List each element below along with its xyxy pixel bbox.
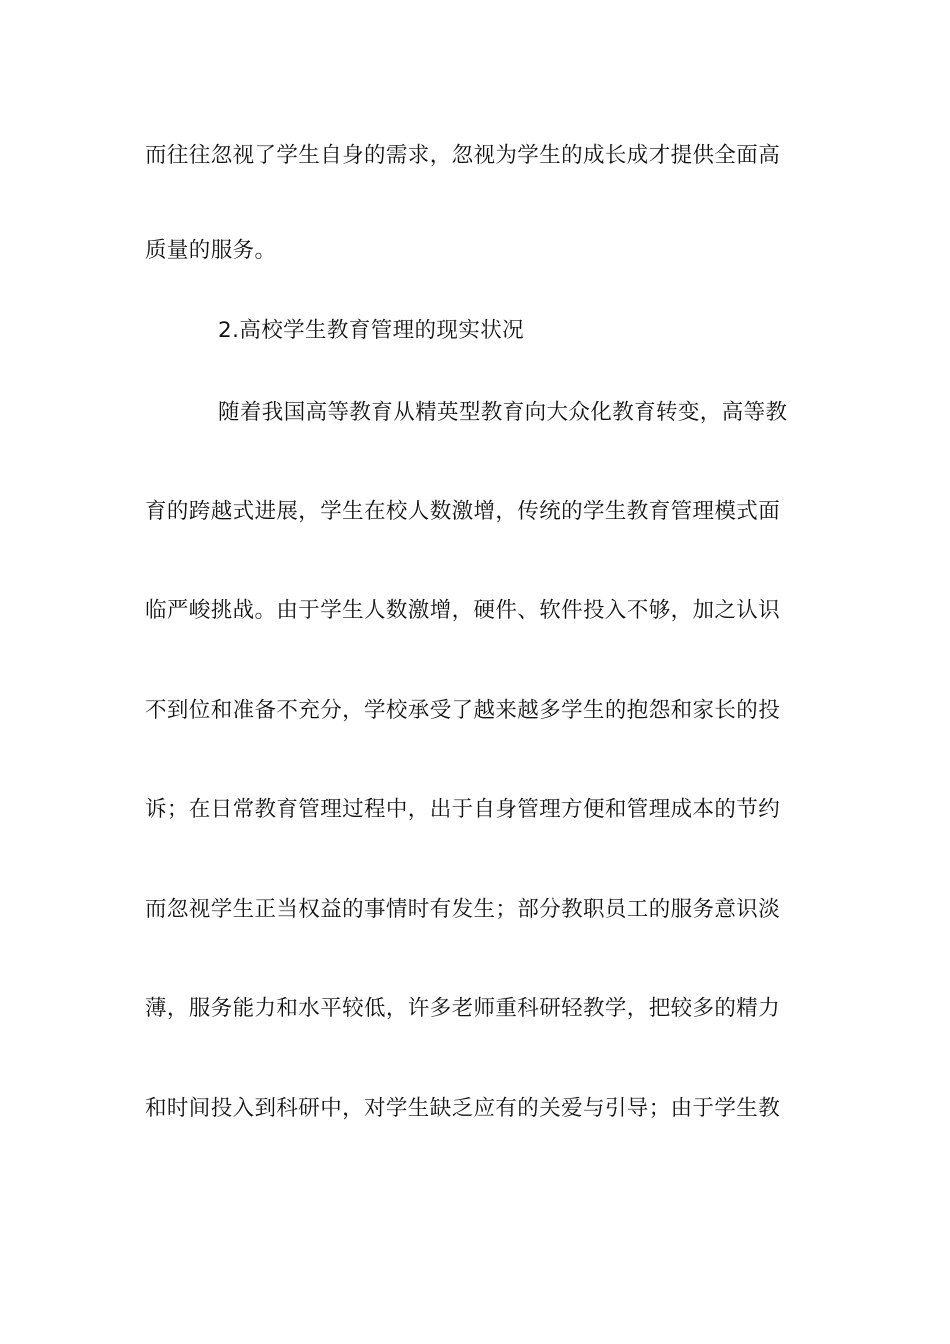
- body-text-line: 临严峻挑战。由于学生人数激增，硬件、软件投入不够，加之认识: [145, 598, 781, 623]
- body-text-line: 薄，服务能力和水平较低，许多老师重科研轻教学，把较多的精力: [145, 996, 781, 1021]
- body-text-line: 而忽视学生正当权益的事情时有发生；部分教职员工的服务意识淡: [145, 897, 781, 922]
- body-text-line: 和时间投入到科研中，对学生缺乏应有的关爱与引导；由于学生教: [145, 1096, 781, 1121]
- body-text-line: 不到位和准备不充分，学校承受了越来越多学生的抱怨和家长的投: [145, 698, 781, 723]
- body-text-line: 质量的服务。: [145, 238, 277, 263]
- body-text-line: 诉；在日常教育管理过程中，出于自身管理方便和管理成本的节约: [145, 797, 781, 822]
- body-text-line: 育的跨越式进展，学生在校人数激增，传统的学生教育管理模式面: [145, 499, 781, 524]
- body-text-line: 而往往忽视了学生自身的需求，忽视为学生的成长成才提供全面高: [145, 143, 781, 168]
- body-text-line: 随着我国高等教育从精英型教育向大众化教育转变，高等教: [218, 400, 788, 425]
- section-heading: 2.高校学生教育管理的现实状况: [218, 318, 525, 343]
